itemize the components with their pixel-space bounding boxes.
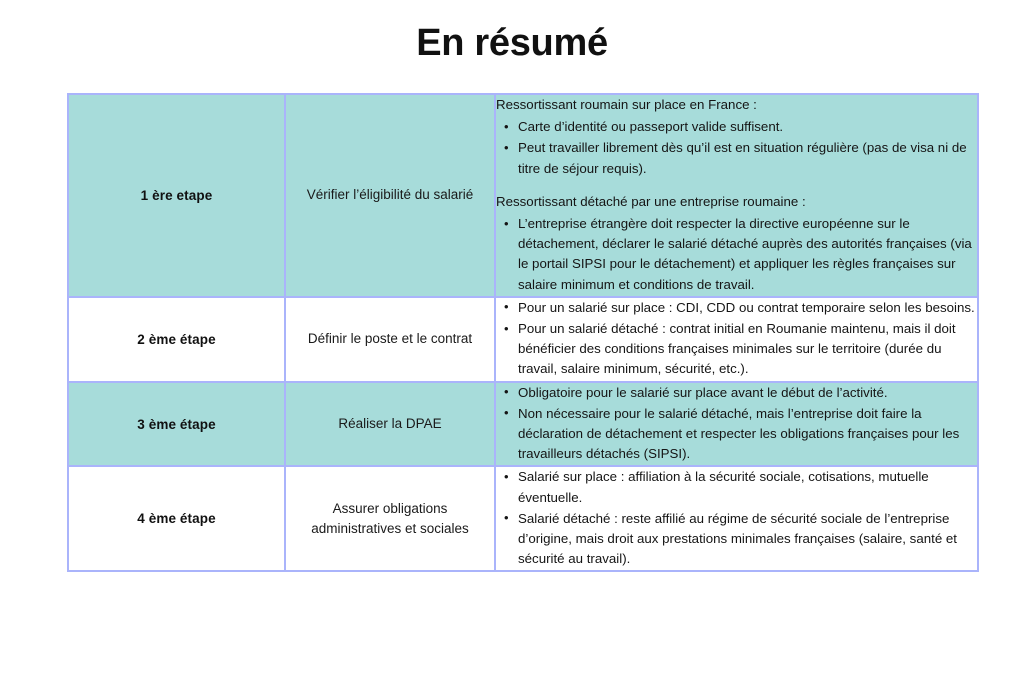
detail-group bbox=[496, 467, 977, 569]
detail-group bbox=[496, 298, 977, 380]
list-item: • Pour un salarié sur place : CDI, CDD ou contrat temporaire selon les besoins. bbox=[518, 298, 977, 318]
step-label: 2 ème étape bbox=[68, 297, 285, 382]
step-action: Définir le poste et le contrat bbox=[285, 297, 495, 382]
list-item: • Carte d’identité ou passeport valide suffisent. bbox=[518, 117, 977, 137]
step-detail bbox=[495, 466, 978, 571]
step-detail bbox=[495, 94, 978, 297]
detail-group bbox=[496, 95, 977, 179]
step-action: Réaliser la DPAE bbox=[285, 382, 495, 467]
detail-group bbox=[496, 192, 977, 295]
step-action: Assurer obligations administratives et sociales bbox=[285, 466, 495, 571]
detail-bullet-list bbox=[496, 117, 977, 179]
table-row bbox=[68, 466, 978, 571]
summary-table bbox=[67, 93, 979, 572]
list-item: • Non nécessaire pour le salarié détaché, mais l’entreprise doit faire la déclaration de détachement et respecter les obligations françaises pour les travailleurs détachés (SIPSI). bbox=[518, 404, 977, 465]
list-item: • Salarié sur place : affiliation à la sécurité sociale, cotisations, mutuelle éventuelle. bbox=[518, 467, 977, 507]
table-row bbox=[68, 94, 978, 297]
table-row bbox=[68, 382, 978, 467]
list-item: • Salarié détaché : reste affilié au régime de sécurité sociale de l’entreprise d’origine, mais droit aux prestations minimales françaises (salaire, santé et sécurité au travail). bbox=[518, 509, 977, 570]
step-detail bbox=[495, 382, 978, 467]
step-label: 1 ère etape bbox=[68, 94, 285, 297]
table-row bbox=[68, 297, 978, 382]
detail-bullet-list bbox=[496, 298, 977, 380]
detail-lead: Ressortissant détaché par une entreprise roumaine : bbox=[496, 193, 806, 209]
step-label: 4 ème étape bbox=[68, 466, 285, 571]
step-label: 3 ème étape bbox=[68, 382, 285, 467]
detail-bullet-list bbox=[496, 214, 977, 295]
step-action: Vérifier l’éligibilité du salarié bbox=[285, 94, 495, 297]
detail-lead: Ressortissant roumain sur place en France : bbox=[496, 97, 757, 112]
page-title: En résumé bbox=[416, 22, 608, 64]
step-detail bbox=[495, 297, 978, 382]
detail-bullet-list bbox=[496, 383, 977, 465]
list-item: • L’entreprise étrangère doit respecter la directive européenne sur le détachement, déclarer le salarié détaché auprès des autorités françaises (via le portail SIPSI pour le détachement) et appliquer les règles françaises sur salaire minimum et conditions de travail. bbox=[518, 214, 977, 295]
list-item: • Pour un salarié détaché : contrat initial en Roumanie maintenu, mais il doit bénéficier des conditions françaises minimales sur le territoire (durée du travail, salaire minimum, sécurité, etc.). bbox=[518, 319, 977, 380]
detail-group bbox=[496, 383, 977, 465]
detail-bullet-list bbox=[496, 467, 977, 569]
list-item: • Peut travailler librement dès qu’il est en situation régulière (pas de visa ni de titre de séjour requis). bbox=[518, 138, 977, 178]
summary-table-body bbox=[68, 94, 978, 571]
list-item: • Obligatoire pour le salarié sur place avant le début de l’activité. bbox=[518, 383, 977, 403]
